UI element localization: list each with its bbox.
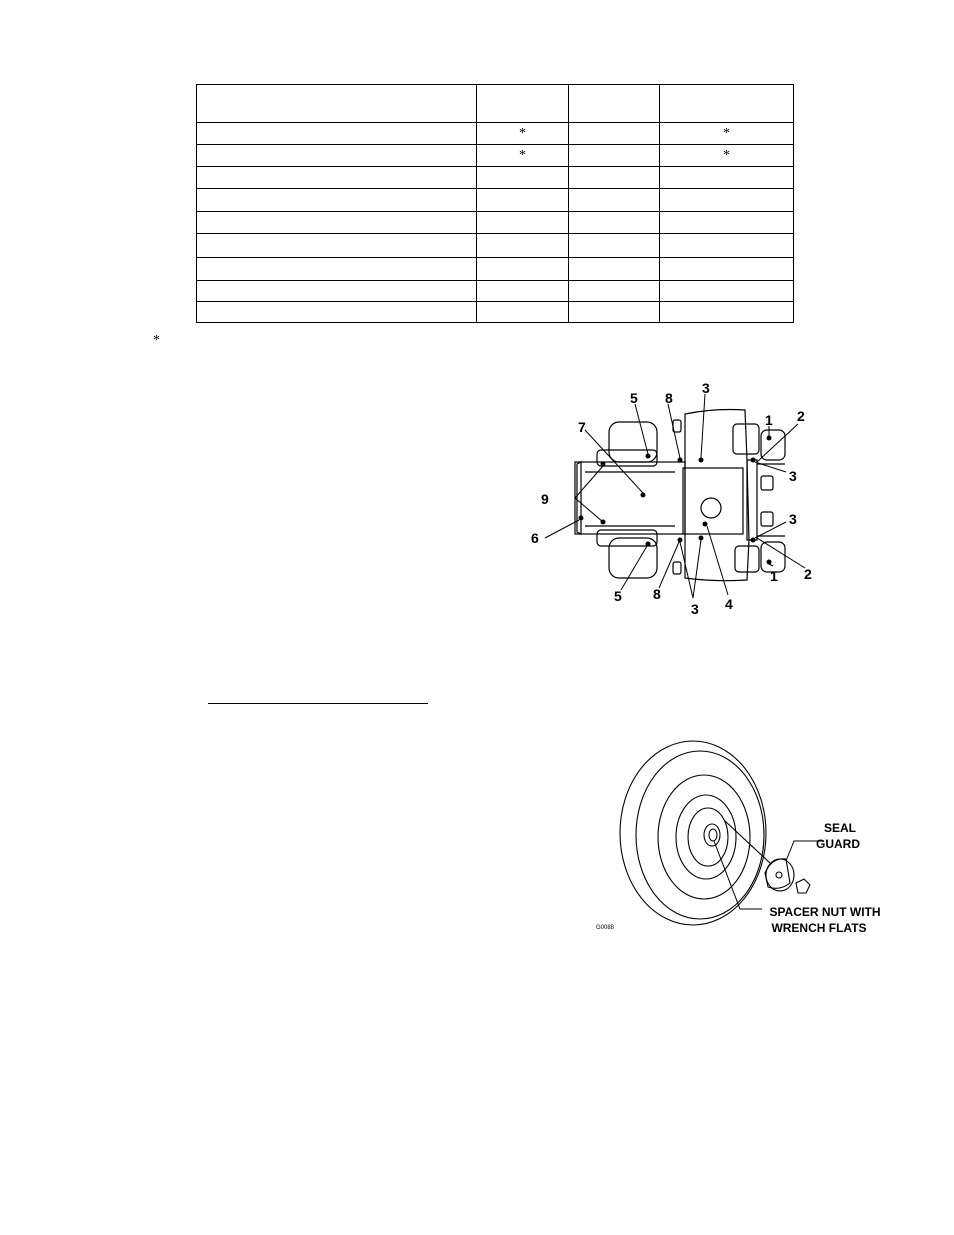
table-cell xyxy=(477,189,569,212)
spacer-nut-label: WRENCH FLATS xyxy=(771,921,867,935)
table-cell xyxy=(477,234,569,258)
callout-label: 8 xyxy=(665,390,673,406)
spacer-nut-label: SPACER NUT WITH xyxy=(769,905,881,919)
table-cell xyxy=(569,302,660,323)
table-row xyxy=(197,145,794,167)
table-row xyxy=(197,189,794,212)
callout-label: 4 xyxy=(725,596,733,612)
mower-top-view-figure xyxy=(525,380,825,620)
table-cell xyxy=(197,145,477,167)
filter-part xyxy=(701,498,721,518)
front-bumper xyxy=(577,462,581,534)
table-cell xyxy=(197,212,477,234)
table-cell xyxy=(197,123,477,145)
table-cell xyxy=(197,234,477,258)
table-cell xyxy=(197,167,477,189)
callout-label: 2 xyxy=(804,566,812,582)
table-row xyxy=(197,167,794,189)
callout-label: 3 xyxy=(789,511,797,527)
table-cell xyxy=(477,302,569,323)
table-cell: * xyxy=(660,123,794,145)
nut-part xyxy=(796,879,810,893)
table-cell xyxy=(477,167,569,189)
table-cell xyxy=(660,189,794,212)
table-cell: * xyxy=(660,145,794,167)
callout-label: 1 xyxy=(765,412,773,428)
table-cell xyxy=(569,123,660,145)
table-cell xyxy=(569,234,660,258)
rear-body xyxy=(685,410,749,581)
callout-label: 3 xyxy=(691,601,699,617)
table-cell xyxy=(569,167,660,189)
table-row xyxy=(197,234,794,258)
table-row xyxy=(197,123,794,145)
callout-label: 5 xyxy=(630,390,638,406)
table-cell xyxy=(477,258,569,281)
callout-label: 7 xyxy=(578,419,586,435)
callout-label: 5 xyxy=(614,588,622,604)
data-table xyxy=(196,84,794,323)
table-cell xyxy=(197,85,477,123)
table-cell xyxy=(197,189,477,212)
table-cell xyxy=(660,85,794,123)
table-cell xyxy=(660,234,794,258)
section-underline xyxy=(208,703,428,704)
table-row xyxy=(197,258,794,281)
figure-code: G0088 xyxy=(596,925,615,931)
table-cell xyxy=(197,281,477,302)
seal-guard-label: SEAL xyxy=(823,821,857,835)
table-cell: * xyxy=(477,145,569,167)
table-cell xyxy=(197,302,477,323)
callout-label: 9 xyxy=(541,491,549,507)
table-cell xyxy=(569,189,660,212)
table-row xyxy=(197,302,794,323)
front-frame xyxy=(575,462,685,534)
callout-label: 3 xyxy=(702,380,710,396)
table-cell: * xyxy=(477,123,569,145)
footnote-asterisk: * xyxy=(153,333,160,348)
caster-wheel-figure xyxy=(590,735,890,945)
table-cell xyxy=(569,145,660,167)
callout-label: 8 xyxy=(653,586,661,602)
table-cell xyxy=(569,258,660,281)
table-cell xyxy=(660,258,794,281)
table-cell xyxy=(660,167,794,189)
table-cell xyxy=(197,258,477,281)
engine-deck xyxy=(683,468,743,534)
table-cell xyxy=(660,281,794,302)
table-cell xyxy=(660,212,794,234)
table-cell xyxy=(477,85,569,123)
table-header-row xyxy=(197,85,794,123)
spacer-nut xyxy=(704,824,720,846)
table-cell xyxy=(569,281,660,302)
callout-label: 3 xyxy=(789,468,797,484)
table-cell xyxy=(477,212,569,234)
table-cell xyxy=(569,212,660,234)
table-row xyxy=(197,212,794,234)
seal-guard-label: GUARD xyxy=(816,837,860,851)
table-cell xyxy=(569,85,660,123)
table-cell xyxy=(660,302,794,323)
callout-label: 2 xyxy=(797,408,805,424)
table-cell xyxy=(477,281,569,302)
table-row xyxy=(197,281,794,302)
callout-label: 6 xyxy=(531,530,539,546)
callout-label: 1 xyxy=(770,568,778,584)
